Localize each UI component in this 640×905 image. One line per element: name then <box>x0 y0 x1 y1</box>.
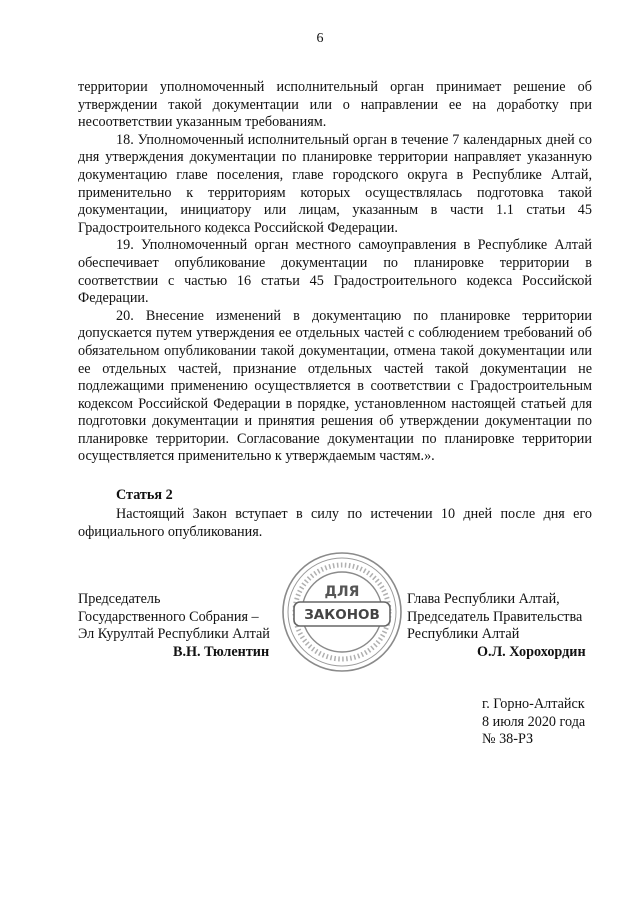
place-and-date <box>482 696 585 749</box>
paragraph-20: 20. Внесение изменений в документацию по планировке территории допускается путем утверждения ее отдельных частей с соблюдением требований об обязательном опубликовании такой документации, отмена такой документации или ее отдельных частей, признание отдельных частей такой документации не подлежащими применению осуществляется в соответствии с Градостроительным кодексом Российской Федерации в порядке, установленном настоящей статьей для подготовки документации и принятия решения об утверждении документации по планировке территории. Согласование документации по планировке территории осуществляется применительно к утверждаемым частям.». <box>78 307 592 465</box>
signature-right-line1: Глава Республики Алтай, <box>407 591 560 607</box>
signature-left-name: В.Н. Тюлентин <box>173 644 270 660</box>
paragraph-continuation: территории уполномоченный исполнительный орган принимает решение об утверждении такой документации или о направлении ее на доработку при несоответствии указанным требованиям. <box>78 79 592 131</box>
page-number: 6 <box>316 31 324 46</box>
paragraph-18: 18. Уполномоченный исполнительный орган в течение 7 календарных дней со дня утверждения документации по планировке территории направляет указанную документацию главе поселения, главе городского округа в Республике Алтай, применительно к территориям которых осуществлялась подготовка такой документации, инициатору или лицам, указанным в части 1.1 статьи 45 Градостроительного кодекса Российской Федерации. <box>78 131 592 236</box>
paragraph-19: 19. Уполномоченный орган местного самоуправления в Республике Алтай обеспечивает опубликование документации по планировке территории в соответствии с частью 16 статьи 45 Градостроительного кодекса Российской Федерации. <box>78 237 592 307</box>
law-body-text <box>78 79 592 466</box>
stamp-line1: ДЛЯ <box>324 584 360 600</box>
signature-right-line2: Председатель Правительства <box>407 608 583 625</box>
signature-left-line3: Эл Курултай Республики Алтай <box>78 626 270 643</box>
article-heading: Статья 2 <box>116 487 173 503</box>
signature-right <box>407 591 586 660</box>
article-text: Настоящий Закон вступает в силу по истечении 10 дней после дня его официального опубликования. <box>78 506 592 540</box>
stamp-line2: ЗАКОНОВ <box>304 607 380 623</box>
signature-left <box>78 591 270 660</box>
signature-left-line1: Председатель <box>78 591 161 607</box>
stamp-seal-icon <box>280 550 404 674</box>
law-number: № 38-РЗ <box>482 731 534 748</box>
signature-left-line2: Государственного Собрания – <box>78 608 259 625</box>
signature-right-name: О.Л. Хорохордин <box>477 644 586 660</box>
signature-right-line3: Республики Алтай <box>407 626 520 643</box>
city: г. Горно-Алтайск <box>482 696 585 712</box>
date: 8 июля 2020 года <box>482 713 586 730</box>
